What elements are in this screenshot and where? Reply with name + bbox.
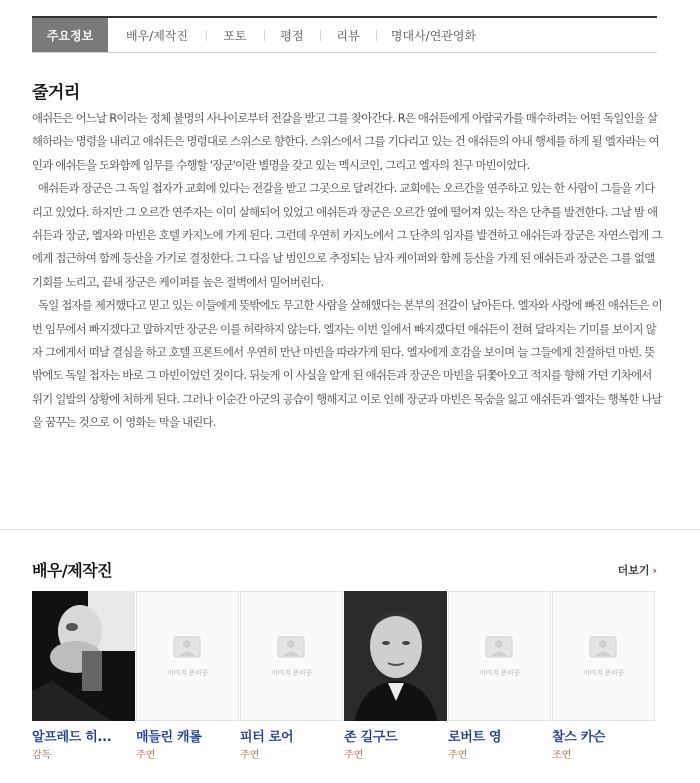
tab-main-info[interactable]: 주요정보 xyxy=(32,18,108,52)
cast-name[interactable]: 피터 로어 xyxy=(240,730,294,745)
cast-role: 주연 xyxy=(136,750,156,761)
cast-role: 조연 xyxy=(552,750,572,761)
cast-photo[interactable] xyxy=(240,591,343,721)
cast-role: 감독 xyxy=(32,750,52,761)
cast-card[interactable] xyxy=(552,591,656,761)
cast-list xyxy=(32,591,657,761)
cast-section-title: 배우/제작진 xyxy=(32,561,113,580)
tab-reviews[interactable]: 리뷰 xyxy=(320,18,376,52)
cast-card[interactable] xyxy=(448,591,552,761)
cast-photo[interactable] xyxy=(552,591,655,721)
image-placeholder-icon xyxy=(173,634,203,658)
cast-name[interactable]: 로버트 영 xyxy=(448,730,502,745)
synopsis-paragraph: 애쉬든과 장군은 그 독일 첩자가 교회에 있다는 전갈을 받고 그곳으로 달려간다. 교회에는 오르간을 연주하고 있는 한 사람이 그들을 기다리고 있었다. 하지만 그 오르간 연주자는 이미 살해되어 있었고 애쉬든과 장군은 오르간 옆에 떨어져 있는 작은 단추를 발견한다. 그날 밤 애쉬든과 장군, 엘자와 마빈은 호텔 카지노에 가게 된다. 그런데 우연히 카지노에서 그 단추의 임자를 발견하고 애쉬든과 장군은 자연스럽게 그에게 접근하여 함께 등산을 가기로 결정한다. 그 다음 날 범인으로 추정되는 남자 케이퍼와 함께 등산을 가게 된 애쉬든과 장군은 그를 없앨 기회를 노리고, 끝내 장군은 케이퍼를 높은 절벽에서 밀어버린다. xyxy=(32,182,662,289)
placeholder-text: 이미지 준비중 xyxy=(479,669,520,677)
cast-name[interactable]: 찰스 카슨 xyxy=(552,730,606,745)
image-placeholder-icon xyxy=(485,634,515,658)
portrait-bw-hitchcock xyxy=(32,591,135,721)
cast-name[interactable]: 알프레드 히... xyxy=(32,730,112,745)
synopsis-title: 줄거리 xyxy=(32,83,80,103)
image-placeholder-icon xyxy=(277,634,307,658)
cast-name[interactable]: 존 길구드 xyxy=(344,730,398,745)
tab-bar xyxy=(32,16,657,53)
cast-role: 주연 xyxy=(240,750,260,761)
cast-photo[interactable] xyxy=(32,591,135,721)
more-link[interactable] xyxy=(618,562,657,578)
cast-card[interactable] xyxy=(344,591,448,761)
cast-card[interactable] xyxy=(240,591,344,761)
more-label: 더보기 xyxy=(617,564,650,577)
cast-card[interactable] xyxy=(32,591,136,761)
cast-photo[interactable] xyxy=(344,591,447,721)
synopsis-paragraph: 애쉬든은 어느날 R이라는 정체 불명의 사나이로부터 전갈을 받고 그를 찾아간다. R은 애쉬든에게 아랍국가를 매수하려는 어떤 독일인을 살해하라는 명령을 내리고 애쉬든은 명령대로 스위스로 향한다. 스위스에서 그를 기다리고 있는 건 애쉬든의 아내 행세를 하게 될 엘자라는 여인과 애쉬든을 도와함께 임무를 수행할 '장군'이란 별명을 갖고 있는 멕시코인, 그리고 엘자의 친구 마빈이었다. xyxy=(32,112,659,172)
synopsis-text xyxy=(32,107,662,435)
cast-name[interactable]: 매들린 캐롤 xyxy=(136,730,202,745)
synopsis-section xyxy=(32,78,662,435)
placeholder-text: 이미지 준비중 xyxy=(167,669,208,677)
cast-card[interactable] xyxy=(136,591,240,761)
placeholder-text: 이미지 준비중 xyxy=(583,669,624,677)
image-placeholder-icon xyxy=(589,634,619,658)
cast-header xyxy=(32,558,657,580)
cast-role: 주연 xyxy=(344,750,364,761)
tab-cast-crew[interactable]: 배우/제작진 xyxy=(125,28,188,43)
tab-photos[interactable]: 포토 xyxy=(206,18,264,52)
tab-ratings[interactable]: 평점 xyxy=(264,18,320,52)
section-divider xyxy=(0,529,700,530)
cast-photo[interactable] xyxy=(136,591,239,721)
synopsis-paragraph: 독일 첩자를 제거했다고 믿고 있는 이들에게 뜻밖에도 무고한 사람을 살해했다는 본부의 전갈이 날아든다. 엘자와 사랑에 빠진 애쉬든은 이번 임무에서 빠지겠다고 말하지만 장군은 이를 허락하지 않는다. 엘자는 이번 일에서 빠지겠다던 애쉬든이 전혀 달라지는 기미를 보이지 않자 그에게서 떠날 결심을 하고 호텔 프론트에서 우연히 만난 마빈을 따라가게 된다. 엘자에게 호감을 보이며 늘 그들에게 친절하던 마빈. 뜻밖에도 독일 첩자는 바로 그 마빈이었던 것이다. 뒤늦게 이 사실을 알게 된 애쉬든과 장군은 마빈을 뒤쫓아오고 적지를 향해 가던 기차에서 위기 일발의 상황에 처하게 된다. 그러나 이순간 아군의 공습이 행해지고 이로 인해 장군과 마빈은 목숨을 잃고 애쉬든과 엘자는 행복한 나날을 꿈꾸는 것으로 이 영화는 막을 내린다. xyxy=(32,299,662,430)
placeholder-text: 이미지 준비중 xyxy=(271,669,312,677)
cast-photo[interactable] xyxy=(448,591,551,721)
portrait-bw-gielgud xyxy=(344,591,447,721)
tab-quotes-related[interactable]: 명대사/연관영화 xyxy=(376,18,491,52)
chevron-right-icon: › xyxy=(652,564,657,577)
cast-role: 주연 xyxy=(448,750,468,761)
